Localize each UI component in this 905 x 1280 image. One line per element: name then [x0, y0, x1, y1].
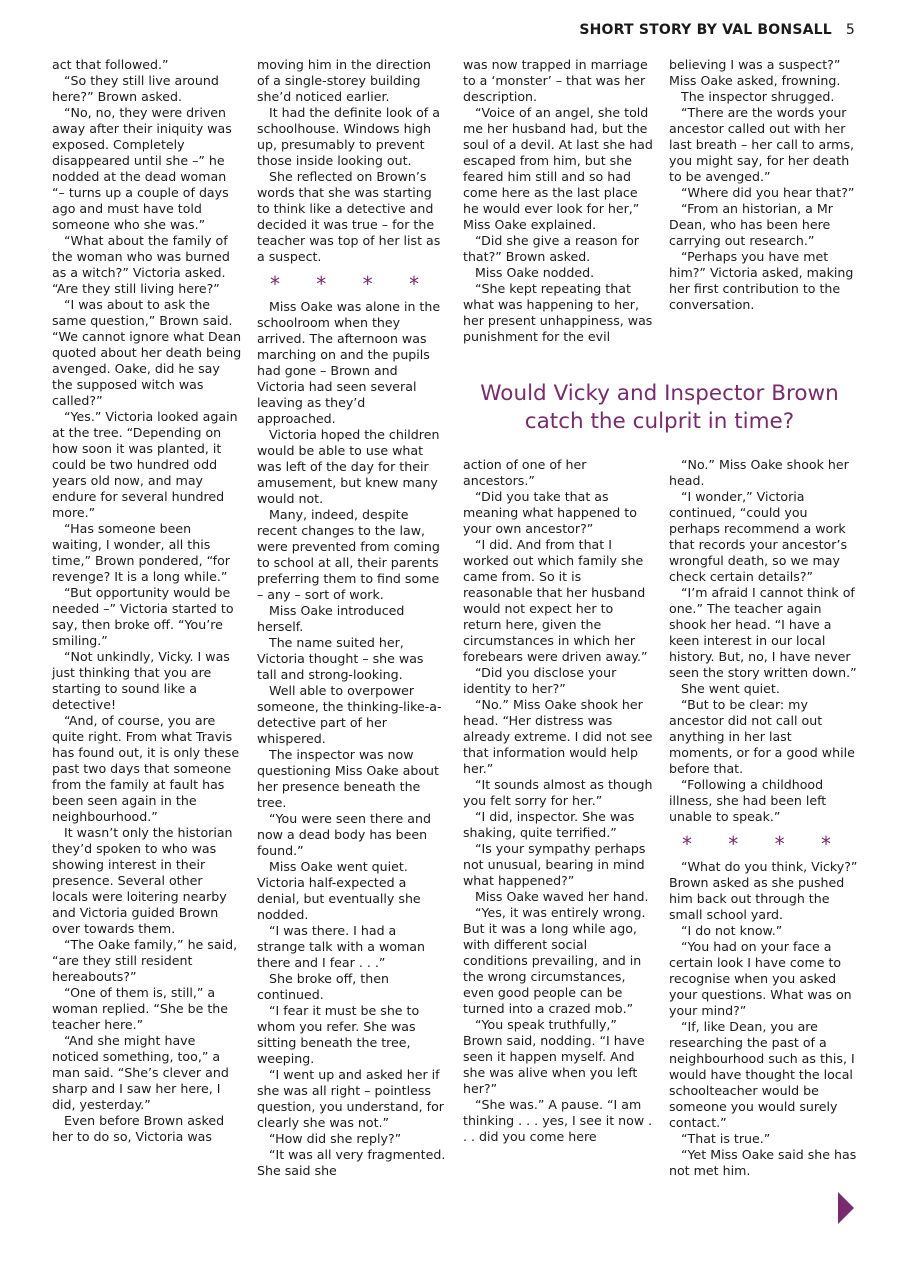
- paragraph: “If, like Dean, you are researching the past of a neighbourhood such as this, I would have thought the local schoolteacher would be someone you would surely contact.”: [669, 1019, 855, 1130]
- paragraph: “There are the words your ancestor called out with her last breath – her call to arms, you might say, for her death to be avenged.”: [669, 105, 855, 184]
- paragraph: “How did she reply?”: [269, 1131, 402, 1146]
- paragraph: Well able to overpower someone, the thinking-like-a-detective part of her whispered.: [257, 683, 442, 746]
- paragraph: She went quiet.: [681, 681, 780, 696]
- column-1: [52, 57, 242, 1145]
- paragraph: “And she might have noticed something, too,” a man said. “She’s clever and sharp and I saw her here, I did, yesterday.”: [52, 1033, 229, 1112]
- paragraph: “Yes, it was entirely wrong. But it was a long while ago, with different social conditions prevailing, and in the wrong circumstances, even good people can be turned into a crazed mob.”: [463, 905, 646, 1016]
- running-header: [579, 22, 855, 38]
- right-triangle-arrow-icon: [838, 1192, 854, 1224]
- paragraph: Miss Oake went quiet. Victoria half-expected a denial, but eventually she nodded.: [257, 859, 421, 922]
- section-break: * * * *: [681, 832, 847, 856]
- paragraph: “She was.” A pause. “I am thinking . . . yes, I see it now . . . did you come here: [463, 1097, 653, 1144]
- paragraph: “No.” Miss Oake shook her head.: [669, 457, 849, 488]
- paragraph: “I’m afraid I cannot think of one.” The teacher again shook her head. “I have a keen interest in our local history. But, no, I have never seen the story written down.”: [669, 585, 857, 680]
- paragraph: The inspector shrugged.: [681, 89, 835, 104]
- paragraph: act that followed.”: [52, 57, 169, 72]
- paragraph: “Did she give a reason for that?” Brown asked.: [463, 233, 639, 264]
- page-number: 5: [845, 22, 855, 38]
- paragraph: “That is true.”: [681, 1131, 771, 1146]
- paragraph: “Where did you hear that?”: [681, 185, 855, 200]
- paragraph: “Did you take that as meaning what happened to your own ancestor?”: [463, 489, 637, 536]
- paragraph: “And, of course, you are quite right. From what Travis has found out, it is only these past two days that someone from the family at fault has been seen again in the neighbourhood.”: [52, 713, 240, 824]
- paragraph: “Has someone been waiting, I wonder, all this time,” Brown pondered, “for revenge? It is a long while.”: [52, 521, 230, 584]
- paragraph: was now trapped in marriage to a ‘monster’ – that was her description.: [463, 57, 648, 104]
- paragraph: “So they still live around here?” Brown asked.: [52, 73, 219, 104]
- paragraph: “It sounds almost as though you felt sorry for her.”: [463, 777, 653, 808]
- paragraph: “From an historian, a Mr Dean, who has been here carrying out research.”: [669, 201, 833, 248]
- paragraph: “You had on your face a certain look I have come to recognise when you asked your questions. What was on your mind?”: [669, 939, 852, 1018]
- paragraph: It had the definite look of a schoolhouse. Windows high up, presumably to prevent those inside looking out.: [257, 105, 440, 168]
- paragraph: believing I was a suspect?” Miss Oake asked, frowning.: [669, 57, 841, 88]
- paragraph: “I wonder,” Victoria continued, “could you perhaps recommend a work that records your ancestor’s wrongful death, so we may check certain details?”: [669, 489, 848, 584]
- paragraph: “I went up and asked her if she was all right – pointless question, you understand, for clearly she was not.”: [257, 1067, 444, 1130]
- column-4-top: [669, 57, 859, 313]
- paragraph: “But opportunity would be needed –” Victoria started to say, then broke off. “You’re smiling.”: [52, 585, 234, 648]
- column-3-top: [463, 57, 653, 345]
- paragraph: “Following a childhood illness, she had been left unable to speak.”: [669, 777, 827, 824]
- paragraph: “Perhaps you have met him?” Victoria asked, making her first contribution to the conversation.: [669, 249, 854, 312]
- header-title: SHORT STORY BY VAL BONSALL: [579, 22, 832, 38]
- paragraph: Even before Brown asked her to do so, Victoria was: [52, 1113, 225, 1144]
- paragraph: “Voice of an angel, she told me her husband had, but the soul of a devil. At last she had escaped from him, but she feared him still and so had come here as the last place he would ever look for her,” Miss Oake explained.: [463, 105, 653, 232]
- column-2: [257, 57, 447, 1179]
- paragraph: Miss Oake introduced herself.: [257, 603, 405, 634]
- paragraph: Victoria hoped the children would be able to use what was left of the day for their amusement, but knew many would not.: [257, 427, 440, 506]
- paragraph: “I did. And from that I worked out which family she came from. So it is reasonable that her husband would not expect her to return here, given the circumstances in which her forebears were driven away.”: [463, 537, 648, 664]
- paragraph: “Not unkindly, Vicky. I was just thinking that you are starting to sound like a detective!: [52, 649, 230, 712]
- column-3-bottom: [463, 457, 653, 1145]
- paragraph: “I was there. I had a strange talk with a woman there and I fear . . .”: [257, 923, 425, 970]
- paragraph: “I fear it must be she to whom you refer. She was sitting beneath the tree, weeping.: [257, 1003, 420, 1066]
- paragraph: Miss Oake was alone in the schoolroom when they arrived. The afternoon was marching on and the pupils had gone – Brown and Victoria had seen several leaving as they’d approached.: [257, 299, 441, 426]
- paragraph: “Yes.” Victoria looked again at the tree. “Depending on how soon it was planted, it could be two hundred odd years old now, and may endure for several hundred more.”: [52, 409, 238, 520]
- paragraph: “I did, inspector. She was shaking, quite terrified.”: [463, 809, 635, 840]
- paragraph: Miss Oake nodded.: [475, 265, 595, 280]
- paragraph: She broke off, then continued.: [257, 971, 389, 1002]
- pull-quote: Would Vicky and Inspector Brown catch the culprit in time?: [480, 381, 839, 434]
- paragraph: “I do not know.”: [681, 923, 783, 938]
- paragraph: moving him in the direction of a single-storey building she’d noticed earlier.: [257, 57, 432, 104]
- paragraph: “Yet Miss Oake said she has not met him.: [669, 1147, 857, 1178]
- paragraph: The name suited her, Victoria thought – she was tall and strong-looking.: [257, 635, 424, 682]
- paragraph: “What do you think, Vicky?” Brown asked as she pushed him back out through the small school yard.: [669, 859, 858, 922]
- paragraph: “Did you disclose your identity to her?”: [463, 665, 617, 696]
- column-4-bottom: [669, 457, 859, 1179]
- paragraph: “No.” Miss Oake shook her head. “Her distress was already extreme. I did not see that information would help her.”: [463, 697, 653, 776]
- paragraph: “No, no, they were driven away after their iniquity was exposed. Completely disappeared until she –” he nodded at the dead woman “– turns up a couple of days ago and must have told someone who she was.”: [52, 105, 232, 232]
- paragraph: The inspector was now questioning Miss Oake about her presence beneath the tree.: [257, 747, 439, 810]
- paragraph: action of one of her ancestors.”: [463, 457, 587, 488]
- paragraph: “One of them is, still,” a woman replied. “She be the teacher here.”: [52, 985, 229, 1032]
- section-break: * * * *: [269, 272, 435, 296]
- paragraph: She reflected on Brown’s words that she was starting to think like a detective and decided it was true – for the teacher was top of her list as a suspect.: [257, 169, 441, 264]
- paragraph: “She kept repeating that what was happening to her, her present unhappiness, was punishment for the evil: [463, 281, 653, 344]
- paragraph: “You were seen there and now a dead body has been found.”: [257, 811, 431, 858]
- paragraph: “But to be clear: my ancestor did not call out anything in her last moments, or for a good while before that.: [669, 697, 855, 776]
- paragraph: Many, indeed, despite recent changes to the law, were prevented from coming to school at all, their parents preferring them to find some – any – sort of work.: [257, 507, 440, 602]
- paragraph: “The Oake family,” he said, “are they still resident hereabouts?”: [52, 937, 238, 984]
- paragraph: “You speak truthfully,” Brown said, nodding. “I have seen it happen myself. And she was alive when you left her?”: [463, 1017, 645, 1096]
- paragraph: It wasn’t only the historian they’d spoken to who was showing interest in their presence. Several other locals were loitering nearby and Victoria guided Brown over towards them.: [52, 825, 233, 936]
- paragraph: “What about the family of the woman who was burned as a witch?” Victoria asked. “Are they still living here?”: [52, 233, 230, 296]
- paragraph: Miss Oake waved her hand.: [475, 889, 649, 904]
- paragraph: “I was about to ask the same question,” Brown said. “We cannot ignore what Dean quoted about her death being avenged. Oake, did he say the supposed witch was called?”: [52, 297, 242, 408]
- paragraph: “Is your sympathy perhaps not unusual, bearing in mind what happened?”: [463, 841, 646, 888]
- paragraph: “It was all very fragmented. She said she: [257, 1147, 446, 1178]
